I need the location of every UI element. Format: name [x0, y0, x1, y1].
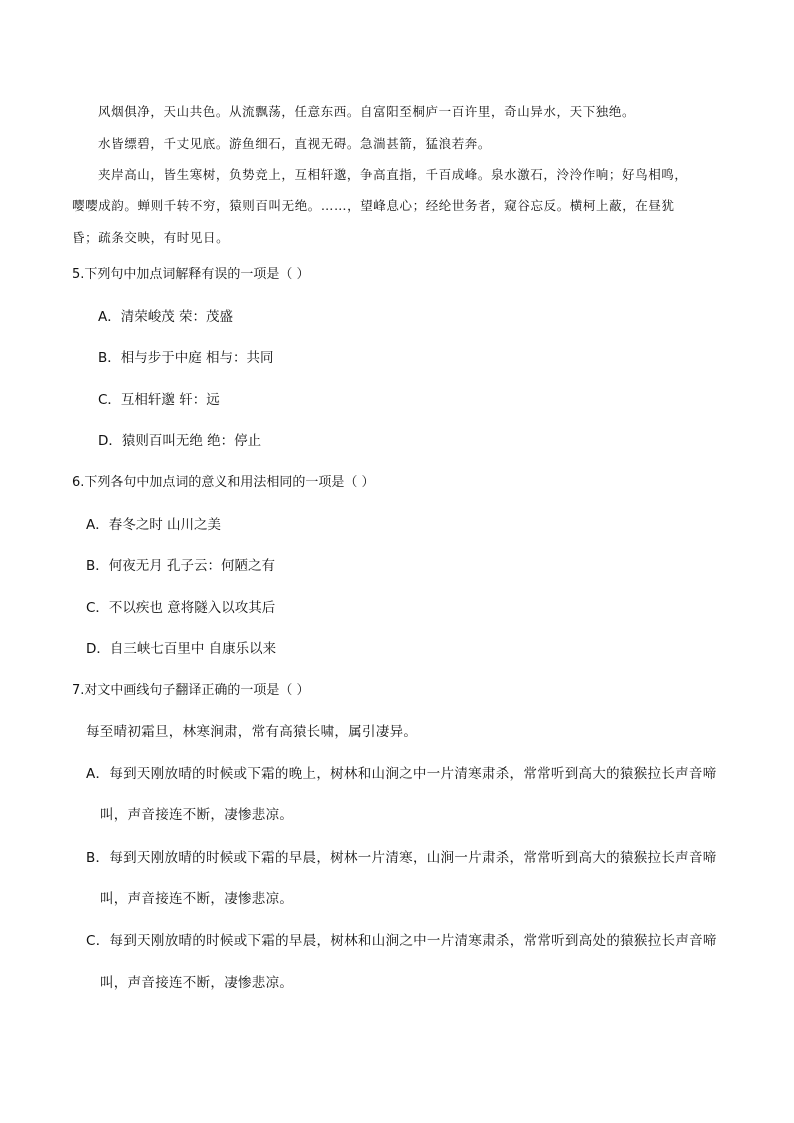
question-7-option-b-line-2[interactable]: 叫，声音接连不断，凄惨悲凉。 — [100, 891, 294, 907]
question-7-sentence: 每至晴初霜旦，林寒涧肃，常有高猿长啸，属引凄异。 — [86, 724, 418, 740]
question-5-stem: 5.下列句中加点词解释有误的一项是（ ） — [72, 267, 310, 282]
question-7-option-c-line-2[interactable]: 叫，声音接连不断，凄惨悲凉。 — [100, 975, 294, 991]
passage-line-3: 夹岸高山，皆生寒树，负势竞上，互相轩邈，争高直指，千百成峰。泉水激石，泠泠作响；好鸟相鸣， — [98, 167, 688, 182]
question-7-option-b-line-1[interactable]: B．每到天刚放晴的时候或下霜的早晨，树林一片清寒，山涧一片肃杀，常常听到高大的猿猴拉长声音啼 — [86, 850, 717, 866]
passage-line-1: 风烟俱净，天山共色。从流飘荡，任意东西。自富阳至桐庐一百许里，奇山异水，天下独绝。 — [98, 104, 636, 119]
question-6-option-a[interactable]: A．春冬之时 山川之美 — [86, 517, 222, 533]
question-5-option-a[interactable]: A．清荣峻茂 荣：茂盛 — [98, 309, 234, 325]
question-6-option-b[interactable]: B．何夜无月 孔子云：何陋之有 — [86, 558, 276, 574]
question-7-stem: 7.对文中画线句子翻译正确的一项是（ ） — [72, 683, 310, 698]
question-6-option-d[interactable]: D．自三峡七百里中 自康乐以来 — [86, 641, 277, 657]
passage-line-4: 嘤嘤成韵。蝉则千转不穷，猿则百叫无绝。……，望峰息心；经纶世务者，窥谷忘反。横柯上蔽，在昼犹 — [72, 198, 675, 213]
question-5-option-c[interactable]: C．互相轩邈 轩：远 — [98, 392, 220, 408]
question-6-option-c[interactable]: C．不以疾也 意将隧入以攻其后 — [86, 600, 276, 616]
question-7-option-a-line-2[interactable]: 叫，声音接连不断，凄惨悲凉。 — [100, 807, 294, 823]
passage-line-2: 水皆缥碧，千丈见底。游鱼细石，直视无碍。急湍甚箭，猛浪若奔。 — [98, 136, 492, 151]
question-5-option-d[interactable]: D．猿则百叫无绝 绝：停止 — [98, 433, 262, 449]
question-7-option-c-line-1[interactable]: C．每到天刚放晴的时候或下霜的早晨，树林和山涧之中一片清寒肃杀，常常听到高处的猿猴拉长声音啼 — [86, 933, 717, 949]
question-7-option-a-line-1[interactable]: A．每到天刚放晴的时候或下霜的晚上，树林和山涧之中一片清寒肃杀，常常听到高大的猿猴拉长声音啼 — [86, 766, 717, 782]
question-6-stem: 6.下列各句中加点词的意义和用法相同的一项是（ ） — [72, 475, 375, 490]
passage-line-5: 昏；疏条交映，有时见日。 — [72, 230, 230, 245]
question-5-option-b[interactable]: B．相与步于中庭 相与：共同 — [98, 350, 274, 366]
